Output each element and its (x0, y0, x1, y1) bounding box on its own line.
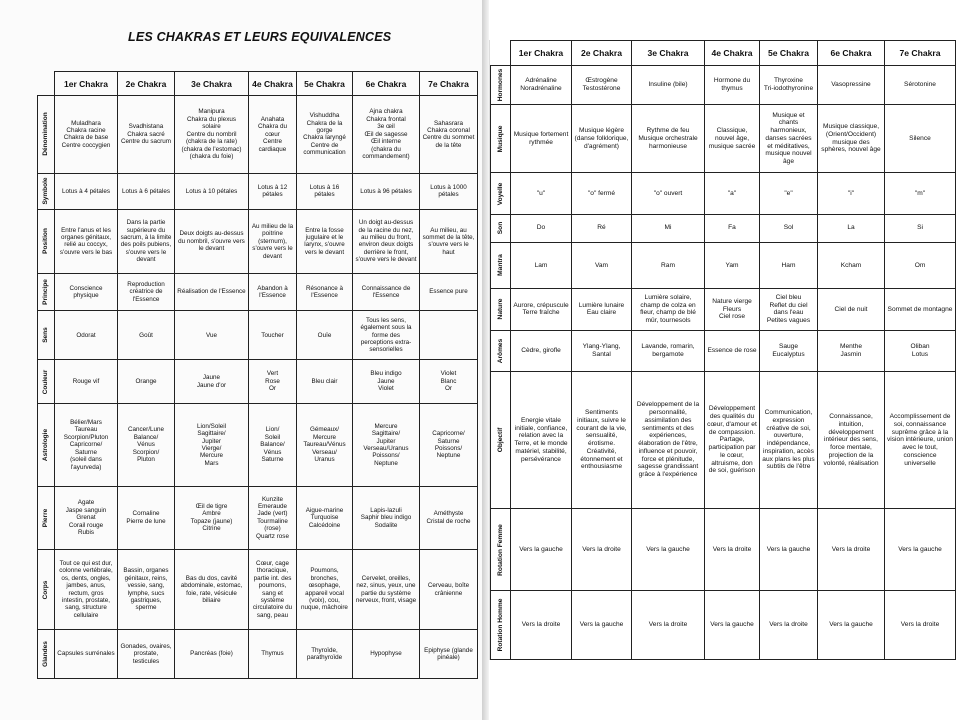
row-header-label: Dénomination (42, 112, 50, 157)
table-cell: Aurore, crépuscule Terre fraîche (511, 288, 572, 330)
table-cell: Ciel bleu Reflet du ciel dans l'eau Petites vagues (760, 288, 818, 330)
table-cell: Si (885, 214, 956, 243)
table-cell: Lavande, romarin, bergamote (632, 331, 705, 372)
table-cell: Violet Blanc Or (420, 359, 478, 403)
row-header (38, 96, 55, 173)
table-cell: Bélier/Mars Taureau Scorpion/Pluton Capricorne/ Saturne (soleil dans l'ayurveda) (55, 404, 118, 487)
table-cell: Classique, nouvel âge, musique sacrée (705, 104, 760, 173)
table-cell: Vers la droite (511, 591, 572, 660)
table-cell: Mi (632, 214, 705, 243)
table-cell: Vers la droite (760, 591, 818, 660)
table-cell: Sérotonine (885, 66, 956, 105)
table-cell: Résonance à l'Essence (297, 273, 353, 311)
table-cell: Insuline (bile) (632, 66, 705, 105)
table-cell: Capricorne/ Saturne Poissons/ Neptune (420, 404, 478, 487)
table-row (491, 66, 956, 105)
row-header (491, 288, 511, 330)
table-cell: La (818, 214, 885, 243)
column-header: 6e Chakra (818, 41, 885, 66)
table-cell: "o" fermé (572, 173, 632, 214)
table-cell: Musique et chants harmonieux, danses sacrées et méditatives, musique nouvel âge (760, 104, 818, 173)
table-cell: Sol (760, 214, 818, 243)
table-cell: Anahata Chakra du cœur Centre cardiaque (249, 96, 297, 173)
column-header: 7e Chakra (885, 41, 956, 66)
table-cell: Odorat (55, 311, 118, 360)
table-cell: Tous les sens, également sous la forme des perceptions extra-sensorielles (353, 311, 420, 360)
table-cell: Vers la gauche (632, 509, 705, 591)
column-header: 5e Chakra (760, 41, 818, 66)
row-header (38, 359, 55, 403)
table-cell: Cerveau, boîte crânienne (420, 549, 478, 630)
table-cell: Bleu indigo Jaune Violet (353, 359, 420, 403)
table-cell: Communication, expression créative de soi, ouverture, indépendance, inspiration, accès aux plans les plus subtils de l'être (760, 372, 818, 509)
table-row (38, 359, 478, 403)
column-header: 4e Chakra (705, 41, 760, 66)
column-header: 2e Chakra (118, 72, 175, 96)
table-row (38, 96, 478, 173)
table-cell: Entre la fosse jugulaire et le larynx, s'ouvre vers le devant (297, 209, 353, 273)
table-row (491, 214, 956, 243)
table-cell: Musique légère (danse folklorique, d'agrément) (572, 104, 632, 173)
header-corner (491, 41, 511, 66)
table-cell: Toucher (249, 311, 297, 360)
table-cell: Sentiments initiaux, suivre le courant de la vie, sensualité, érotisme. Créativité, étonnement et enthousiasme (572, 372, 632, 509)
table-cell: Lotus à 96 pétales (353, 173, 420, 209)
table-cell: Cèdre, girofle (511, 331, 572, 372)
table-cell: Ram (632, 243, 705, 289)
table-cell: Musique fortement rythmée (511, 104, 572, 173)
column-header: 4e Chakra (249, 72, 297, 96)
table-cell: Vers la gauche (818, 591, 885, 660)
table-cell: Kcham (818, 243, 885, 289)
row-header-label: Couleur (42, 369, 50, 394)
table-cell: Ham (760, 243, 818, 289)
table-cell: Œstrogène Testostérone (572, 66, 632, 105)
table-cell: Ylang-Ylang, Santal (572, 331, 632, 372)
table-row (38, 273, 478, 311)
table-cell: Nature vierge Fleurs Ciel rose (705, 288, 760, 330)
table-cell: Cervelet, oreilles, nez, sinus, yeux, une partie du système nerveux, front, visage (353, 549, 420, 630)
table-cell: Thyroïde, parathyroïde (297, 630, 353, 679)
column-header: 3e Chakra (632, 41, 705, 66)
table-cell: Vers la gauche (760, 509, 818, 591)
table-cell: Vers la droite (818, 509, 885, 591)
row-header-label: Astrologie (42, 428, 50, 462)
row-header (491, 104, 511, 173)
table-cell: Gémeaux/ Mercure Taureau/Vénus Verseau/ Uranus (297, 404, 353, 487)
row-header (38, 630, 55, 679)
row-header-label: Rotation Femme (496, 523, 504, 576)
table-cell: Menthe Jasmin (818, 331, 885, 372)
table-cell: Yam (705, 243, 760, 289)
table-cell: Lotus à 6 pétales (118, 173, 175, 209)
table-cell: Cornaline Pierre de lune (118, 486, 175, 549)
table-cell: Dans la partie supérieure du sacrum, à la limite des poils pubiens, s'ouvre vers le devant (118, 209, 175, 273)
table-cell: Thyroxine Tri-iodothyronine (760, 66, 818, 105)
table-cell: Silence (885, 104, 956, 173)
row-header-label: Sens (42, 327, 50, 343)
row-header (491, 66, 511, 105)
table-cell: Jaune Jaune d'or (175, 359, 249, 403)
table-row (38, 486, 478, 549)
table-cell: Ré (572, 214, 632, 243)
table-row (38, 630, 478, 679)
table-cell: Lotus à 1000 pétales (420, 173, 478, 209)
table-cell: Vasopressine (818, 66, 885, 105)
row-header-label: Son (496, 222, 504, 235)
row-header-label: Musique (496, 125, 504, 153)
row-header (491, 243, 511, 289)
table-cell: Au milieu, au sommet de la tête, s'ouvre vers le haut (420, 209, 478, 273)
row-header (491, 331, 511, 372)
table-cell: Do (511, 214, 572, 243)
row-header (38, 486, 55, 549)
table-cell: Aigue-marine Turquoise Calcédoine (297, 486, 353, 549)
row-header (38, 311, 55, 360)
table-cell: Essence pure (420, 273, 478, 311)
table-cell: Goût (118, 311, 175, 360)
table-cell: Fa (705, 214, 760, 243)
table-cell: Lion/Soleil Sagittaire/ Jupiter Vierge/ Mercure Mars (175, 404, 249, 487)
table-cell: Vers la droite (705, 509, 760, 591)
table-cell: Bleu clair (297, 359, 353, 403)
table-cell: Cœur, cage thoracique, partie int. des poumons, sang et système circulatoire du sang, peau (249, 549, 297, 630)
table-cell: Lotus à 16 pétales (297, 173, 353, 209)
table-cell: Tout ce qui est dur, colonne vertébrale, os, dents, ongles, jambes, anus, rectum, gros intestin, prostate, sang, structure cellulaire (55, 549, 118, 630)
table-cell: Hormone du thymus (705, 66, 760, 105)
table-cell: Conscience physique (55, 273, 118, 311)
table-cell: Sahasrara Chakra coronal Centre du sommet de la tête (420, 96, 478, 173)
table-cell: Lapis-lazuli Saphir bleu indigo Sodalite (353, 486, 420, 549)
table-cell: Bassin, organes génitaux, reins, vessie, sang, lymphe, sucs gastriques, sperme (118, 549, 175, 630)
table-cell: "o" ouvert (632, 173, 705, 214)
table-cell: Pancréas (foie) (175, 630, 249, 679)
table-cell: Réalisation de l'Essence (175, 273, 249, 311)
table-cell: Mercure Sagittaire/ Jupiter Verseau/Uranus Poissons/ Neptune (353, 404, 420, 487)
row-header-label: Nature (496, 298, 504, 320)
row-header-label: Corps (42, 580, 50, 599)
row-header (491, 173, 511, 214)
table-cell: Améthyste Cristal de roche (420, 486, 478, 549)
row-header (38, 173, 55, 209)
page-title: LES CHAKRAS ET LEURS EQUIVALENCES (128, 30, 392, 44)
row-header (38, 549, 55, 630)
table-cell: Développement de la personnalité, assimilation des sentiments et des expériences, élaboration de l'être, influence et pouvoir, force et plénitude, sagesse grandissant grâce à l'expérience (632, 372, 705, 509)
table-cell: "e" (760, 173, 818, 214)
table-cell: Manipura Chakra du plexus solaire Centre du nombril (chakra de la rate) (chakra de l'estomac) (chakra du foie) (175, 96, 249, 173)
row-header (491, 214, 511, 243)
table-cell: Adrénaline Noradrénaline (511, 66, 572, 105)
row-header (38, 404, 55, 487)
table-cell: Lotus à 12 pétales (249, 173, 297, 209)
table-cell: Vers la gauche (572, 591, 632, 660)
table-cell: Rouge vif (55, 359, 118, 403)
table-cell: Musique classique, (Orient/Occident) musique des sphères, nouvel âge (818, 104, 885, 173)
table-cell: "a" (705, 173, 760, 214)
right-page (489, 40, 955, 660)
row-header-label: Mantra (496, 254, 504, 277)
table-cell: Développement des qualités du cœur, d'amour et de compassion. Partage, participation par le cœur, altruisme, don de soi, guérison (705, 372, 760, 509)
table-cell (420, 311, 478, 360)
table-row (491, 591, 956, 660)
table-cell: Agate Jaspe sanguin Grenat Corail rouge Rubis (55, 486, 118, 549)
row-header (491, 372, 511, 509)
table-cell: Oliban Lotus (885, 331, 956, 372)
table-cell: Ajna chakra Chakra frontal 3e œil Œil de sagesse Œil interne (chakra du commandement) (353, 96, 420, 173)
row-header-label: Arômes (496, 338, 504, 364)
row-header-label: Position (42, 228, 50, 255)
table-cell: Deux doigts au-dessus du nombril, s'ouvre vers le devant (175, 209, 249, 273)
table-cell: Lumière solaire, champ de colza en fleur, champ de blé mûr, tournesols (632, 288, 705, 330)
header-corner (38, 72, 55, 96)
row-header (38, 209, 55, 273)
table-cell: Lotus à 10 pétales (175, 173, 249, 209)
table-cell: "m" (885, 173, 956, 214)
table-cell: Vishuddha Chakra de la gorge Chakra laryngé Centre de communication (297, 96, 353, 173)
column-header: 7e Chakra (420, 72, 478, 96)
table-cell: Kunzite Emeraude Jade (vert) Tourmaline (rose) Quartz rose (249, 486, 297, 549)
table-row (491, 288, 956, 330)
table-cell: Essence de rose (705, 331, 760, 372)
column-header: 1er Chakra (55, 72, 118, 96)
chakra-table-left (37, 71, 478, 679)
table-cell: "i" (818, 173, 885, 214)
table-cell: "u" (511, 173, 572, 214)
table-cell: Capsules surrénales (55, 630, 118, 679)
table-cell: Svadhistana Chakra sacré Centre du sacrum (118, 96, 175, 173)
chakra-table-right (490, 40, 956, 660)
column-header: 1er Chakra (511, 41, 572, 66)
table-cell: Cancer/Lune Balance/ Vénus Scorpion/ Pluton (118, 404, 175, 487)
table-cell: Vam (572, 243, 632, 289)
column-header: 2e Chakra (572, 41, 632, 66)
book-gutter (482, 0, 489, 720)
table-row (491, 173, 956, 214)
column-header: 3e Chakra (175, 72, 249, 96)
table-cell: Vers la droite (632, 591, 705, 660)
table-cell: Sauge Eucalyptus (760, 331, 818, 372)
table-cell: Vers la droite (572, 509, 632, 591)
row-header-label: Pierre (42, 508, 50, 528)
table-cell: Rythme de feu Musique orchestrale harmonieuse (632, 104, 705, 173)
table-row (38, 404, 478, 487)
table-cell: Epiphyse (glande pinéale) (420, 630, 478, 679)
table-cell: Gonades, ovaires, prostate, testicules (118, 630, 175, 679)
table-cell: Connaissance de l'Essence (353, 273, 420, 311)
table-cell: Bas du dos, cavité abdominale, estomac, foie, rate, vésicule biliaire (175, 549, 249, 630)
table-row (38, 311, 478, 360)
row-header-label: Rotation Homme (496, 598, 504, 652)
row-header-label: Symbole (42, 177, 50, 205)
row-header-label: Glandes (42, 641, 50, 667)
table-cell: Connaissance, intuition, développement intérieur des sens, force mentale, projection de la volonté, réalisation (818, 372, 885, 509)
table-cell: Abandon à l'Essence (249, 273, 297, 311)
table-cell: Vert Rose Or (249, 359, 297, 403)
table-cell: Un doigt au-dessus de la racine du nez, au milieu du front, environ deux doigts derrière le front, s'ouvre vers le devant (353, 209, 420, 273)
table-cell: Lion/ Soleil Balance/ Vénus Saturne (249, 404, 297, 487)
table-cell: Vers la gauche (705, 591, 760, 660)
row-header-label: Voyelle (496, 182, 504, 205)
table-cell: Om (885, 243, 956, 289)
row-header-label: Hormones (496, 68, 504, 102)
column-header: 6e Chakra (353, 72, 420, 96)
table-cell: Vers la droite (885, 591, 956, 660)
table-cell: Œil de tigre Ambre Topaze (jaune) Citrine (175, 486, 249, 549)
table-row (491, 331, 956, 372)
table-cell: Poumons, bronches, œsophage, appareil vocal (voix), cou, nuque, mâchoire (297, 549, 353, 630)
table-cell: Vers la gauche (885, 509, 956, 591)
table-cell: Ouïe (297, 311, 353, 360)
row-header-label: Principe (42, 279, 50, 305)
row-header (491, 591, 511, 660)
table-cell: Hypophyse (353, 630, 420, 679)
table-cell: Entre l'anus et les organes génitaux, relié au coccyx, s'ouvre vers le bas (55, 209, 118, 273)
table-cell: Accomplissement de soi, connaissance suprême grâce à la vision intérieure, union avec le tout, conscience universelle (885, 372, 956, 509)
table-cell: Vue (175, 311, 249, 360)
table-row (38, 209, 478, 273)
table-cell: Reproduction créatrice de l'Essence (118, 273, 175, 311)
table-row (491, 104, 956, 173)
table-cell: Au milieu de la poitrine (sternum), s'ouvre vers le devant (249, 209, 297, 273)
table-cell: Vers la gauche (511, 509, 572, 591)
row-header (491, 509, 511, 591)
table-cell: Muladhara Chakra racine Chakra de base Centre coccygien (55, 96, 118, 173)
table-row (491, 372, 956, 509)
column-header: 5e Chakra (297, 72, 353, 96)
table-cell: Lumière lunaire Eau claire (572, 288, 632, 330)
table-cell: Ciel de nuit (818, 288, 885, 330)
table-row (491, 509, 956, 591)
row-header (38, 273, 55, 311)
table-row (38, 173, 478, 209)
table-row (38, 549, 478, 630)
row-header-label: Objectif (496, 427, 504, 453)
table-cell: Lam (511, 243, 572, 289)
table-cell: Orange (118, 359, 175, 403)
table-cell: Thymus (249, 630, 297, 679)
table-cell: Lotus à 4 pétales (55, 173, 118, 209)
table-cell: Sommet de montagne (885, 288, 956, 330)
table-row (491, 243, 956, 289)
table-cell: Energie vitale initiale, confiance, relation avec la Terre, et le monde matériel, stabilité, persévérance (511, 372, 572, 509)
